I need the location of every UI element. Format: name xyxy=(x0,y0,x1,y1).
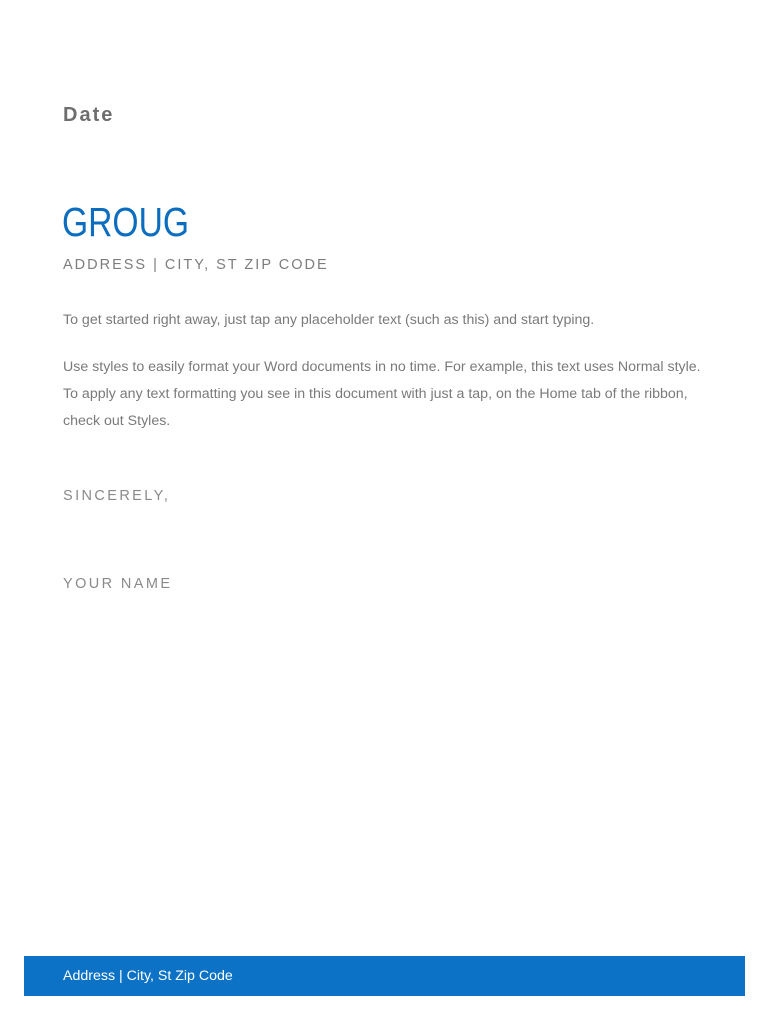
footer-address[interactable]: Address | City, St Zip Code xyxy=(63,968,233,984)
company-name[interactable]: GROUG xyxy=(62,199,190,245)
closing-line[interactable]: SINCERELY, xyxy=(63,488,171,504)
sender-address[interactable]: ADDRESS | CITY, ST ZIP CODE xyxy=(63,257,329,273)
signature-name[interactable]: YOUR NAME xyxy=(63,576,173,592)
date-field[interactable]: Date xyxy=(63,104,115,126)
body-paragraph-1[interactable]: To get started right away, just tap any placeholder text (such as this) and start typing. xyxy=(63,312,595,328)
body-paragraph-2[interactable]: Use styles to easily format your Word documents in no time. For example, this text uses Normal style. To apply any text formatting you see in this document with just a tap, on the Home tab of the ribbon, check out Styles. xyxy=(63,359,701,429)
footer-bar xyxy=(24,956,745,996)
